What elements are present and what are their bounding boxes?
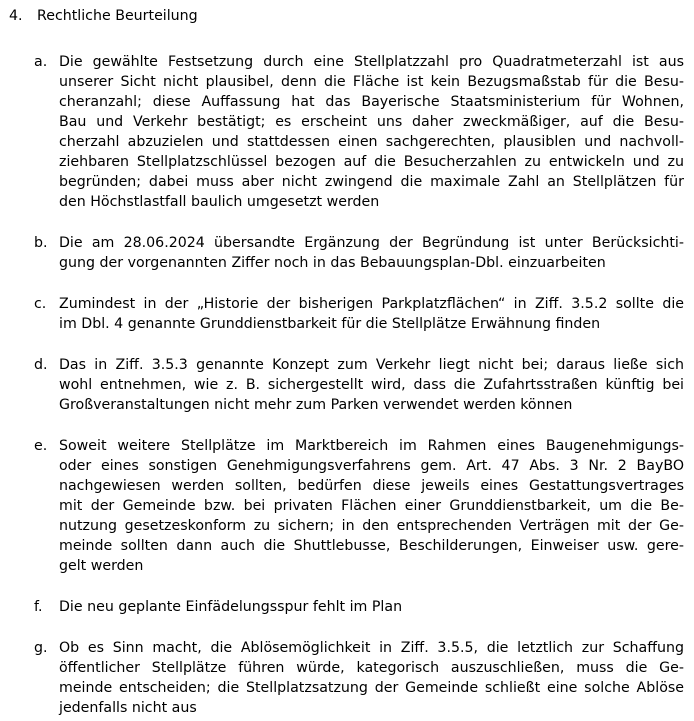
list-item-g [9,638,684,718]
text-line: cherzahl abzuzielen und stattdessen einen sachgerechten, plausiblen und nachvoll- [59,134,684,150]
list-item-d [9,355,684,415]
item-letter: e. [34,438,48,454]
item-text [59,436,684,576]
text-line: Die am 28.06.2024 übersandte Ergänzung der Begründung ist unter Berücksichti- [59,235,684,251]
text-line: Zumindest in der „Historie der bisherigen Parkplatzflächen“ in Ziff. 3.5.2 sollte die [59,296,684,312]
text-line: nachgewiesen werden sollten, bedürfen diese jeweils eines Gestattungsvertrages [59,478,684,494]
text-line: Die gewählte Festsetzung durch eine Stellplatzzahl pro Quadratmeterzahl ist aus [59,54,684,70]
item-letter: a. [34,54,48,70]
text-line: den Höchstlastfall baulich umgesetzt werden [59,194,380,210]
item-letter: c. [34,296,47,312]
item-text [59,355,684,415]
text-line: nutzung gesetzeskonform zu sichern; in den entsprechenden Verträgen mit der Ge- [59,518,684,534]
item-letter: f. [34,599,43,615]
text-line: meinde entscheiden; die Stellplatzsatzung der Gemeinde schließt eine solche Ablöse [59,680,684,696]
text-line: mit der Gemeinde bzw. bei privaten Flächen einer Grunddienstbarkeit, um die Be- [59,498,684,514]
section-title: Rechtliche Beurteilung [37,8,198,24]
list-item-f [9,597,684,617]
text-line: Das in Ziff. 3.5.3 genannte Konzept zum Verkehr liegt nicht bei; daraus ließe sich [59,357,684,373]
list-item-e [9,436,684,576]
item-text [59,597,684,617]
text-line: meinde sollten dann auch die Shuttlebusse, Beschilderungen, Einweiser usw. gere- [59,538,684,554]
item-text [59,52,684,212]
item-text [59,638,684,718]
text-line: ziehbaren Stellplatzschlüssel bezogen auf die Besucherzahlen zu entwickeln und zu [59,154,684,170]
item-text [59,294,684,334]
text-line: unserer Sicht nicht plausibel, denn die Fläche ist kein Bezugsmaßstab für die Besu- [59,74,684,90]
item-list [9,52,684,718]
text-line: Ob es Sinn macht, die Ablösemöglichkeit in Ziff. 3.5.5, die letztlich zur Schaffung [59,640,684,656]
list-item-b [9,233,684,273]
item-letter: d. [34,357,48,373]
section-number: 4. [9,8,23,24]
text-line: Soweit weitere Stellplätze im Marktbereich im Rahmen eines Baugenehmigungs- [59,438,684,454]
item-letter: g. [34,640,48,656]
text-line: öffentlicher Stellplätze führen würde, kategorisch auszuschließen, muss die Ge- [59,660,684,676]
text-line: Bau und Verkehr bestätigt; es erscheint uns daher zweckmäßiger, auf die Besu- [59,114,684,130]
text-line: begründen; dabei muss aber nicht zwingend die maximale Zahl an Stellplätzen für [59,174,684,190]
text-line: jedenfalls nicht aus [59,700,197,716]
item-text [59,233,684,273]
text-line: cheranzahl; diese Auffassung hat das Bayerische Staatsministerium für Wohnen, [59,94,684,110]
list-item-c [9,294,684,334]
text-line: wohl entnehmen, wie z. B. sichergestellt wird, dass die Zufahrtsstraßen künftig bei [59,377,684,393]
text-line: gelt werden [59,558,144,574]
text-line: im Dbl. 4 genannte Grunddienstbarkeit für die Stellplätze Erwähnung finden [59,316,601,332]
section-heading [9,6,684,26]
text-line: Großveranstaltungen nicht mehr zum Parken verwendet werden können [59,397,573,413]
text-line: oder eines sonstigen Genehmigungsverfahrens gem. Art. 47 Abs. 3 Nr. 2 BayBO [59,458,684,474]
list-item-a [9,52,684,212]
text-line: gung der vorgenannten Ziffer noch in das Bebauungsplan-Dbl. einzuarbeiten [59,255,606,271]
item-letter: b. [34,235,48,251]
text-line: Die neu geplante Einfädelungsspur fehlt im Plan [59,599,403,615]
